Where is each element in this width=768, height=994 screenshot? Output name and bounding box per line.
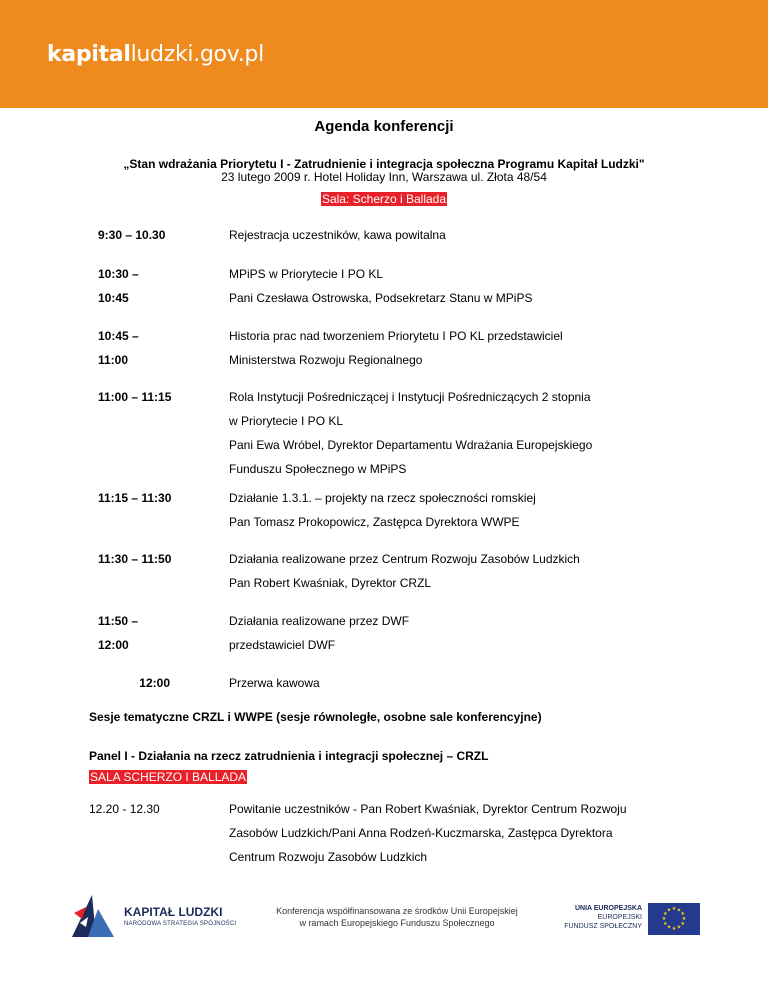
agenda-line: w Priorytecie I PO KL bbox=[229, 414, 344, 428]
panel-hall-label: SALA SCHERZO I BALLADA bbox=[90, 770, 247, 784]
agenda-line: Ministerstwa Rozwoju Regionalnego bbox=[229, 353, 423, 367]
agenda-time: 11:50 – 12:00 bbox=[98, 614, 139, 652]
agenda-time: 11:15 – 11:30 bbox=[98, 491, 172, 505]
agenda-line: przedstawiciel DWF bbox=[229, 638, 336, 652]
conference-subtitle: „Stan wdrażania Priorytetu I - Zatrudnienie i integracja społeczna Programu Kapitał Ludzki" bbox=[123, 157, 645, 171]
agenda-time: 11:00 – 11:15 bbox=[98, 390, 172, 404]
panel-heading: Panel I - Działania na rzecz zatrudnienia i integracji społecznej – CRZL bbox=[89, 749, 489, 763]
agenda-line: Funduszu Społecznego w MPiPS bbox=[229, 462, 407, 476]
agenda-desc bbox=[229, 385, 709, 481]
logo-rest: ludzki.gov.pl bbox=[130, 42, 264, 67]
svg-text:★: ★ bbox=[681, 916, 687, 922]
agenda-line: Rola Instytucji Pośredniczącej i Instytucji Pośredniczących 2 stopnia bbox=[229, 390, 591, 404]
svg-text:★: ★ bbox=[663, 911, 668, 917]
agenda-line: Działania realizowane przez Centrum Rozwoju Zasobów Ludzkich bbox=[229, 552, 580, 566]
svg-text:★: ★ bbox=[666, 907, 672, 914]
agenda-line: Rejestracja uczestników, kawa powitalna bbox=[229, 228, 446, 242]
agenda-line: Pan Tomasz Prokopowicz, Zastępca Dyrektora WWPE bbox=[229, 515, 520, 529]
agenda-desc bbox=[229, 223, 709, 247]
conference-dateline: 23 lutego 2009 r. Hotel Holiday Inn, Warszawa ul. Złota 48/54 bbox=[221, 170, 547, 184]
panel-hall-wrap bbox=[89, 768, 247, 786]
agenda-desc bbox=[229, 609, 709, 657]
svg-text:★: ★ bbox=[676, 907, 682, 914]
eu-logo-text bbox=[560, 904, 642, 931]
agenda-line: MPiPS w Priorytecie I PO KL bbox=[229, 267, 384, 281]
agenda-desc bbox=[229, 547, 709, 595]
page-title: Agenda konferencji bbox=[314, 118, 454, 135]
svg-text:★: ★ bbox=[661, 916, 667, 922]
svg-text:★: ★ bbox=[676, 924, 682, 931]
agenda-desc bbox=[229, 324, 709, 372]
agenda-line: Pani Czesława Ostrowska, Podsekretarz Stanu w MPiPS bbox=[229, 291, 533, 305]
agenda-line: Pan Robert Kwaśniak, Dyrektor CRZL bbox=[229, 576, 432, 590]
hall-label-wrap bbox=[0, 190, 768, 208]
agenda-desc bbox=[229, 262, 709, 310]
kl-logo-title: KAPITAŁ LUDZKI bbox=[124, 905, 223, 919]
kl-logo-subtitle: NARODOWA STRATEGIA SPÓJNOŚCI bbox=[124, 921, 237, 927]
hall-label: Sala: Scherzo i Ballada bbox=[321, 192, 447, 206]
svg-text:★: ★ bbox=[680, 921, 685, 927]
agenda-line: Działania realizowane przez DWF bbox=[229, 614, 410, 628]
svg-text:★: ★ bbox=[671, 926, 677, 932]
cofinancing-line: Konferencja współfinansowana ze środków Unii Europejskiej bbox=[276, 906, 518, 916]
svg-text:★: ★ bbox=[671, 906, 677, 912]
svg-text:★: ★ bbox=[663, 921, 668, 927]
agenda-line: Pani Ewa Wróbel, Dyrektor Departamentu Wdrażania Europejskiego bbox=[229, 438, 593, 452]
agenda-time: 12.20 - 12.30 bbox=[89, 802, 160, 816]
svg-text:★: ★ bbox=[666, 924, 672, 931]
agenda-time: 10:30 – 10:45 bbox=[98, 267, 139, 305]
eu-line: UNIA EUROPEJSKA bbox=[574, 905, 642, 912]
cofinancing-line: w ramach Europejskiego Funduszu Społecznego bbox=[299, 918, 495, 928]
agenda-line: Zasobów Ludzkich/Pani Anna Rodzeń-Kuczmarska, Zastępca Dyrektora bbox=[229, 826, 613, 840]
eu-flag-icon bbox=[648, 903, 700, 935]
agenda-desc bbox=[229, 671, 709, 695]
agenda-desc bbox=[229, 797, 709, 869]
agenda-time: 10:45 – 11:00 bbox=[98, 329, 139, 367]
site-logo[interactable] bbox=[47, 42, 264, 67]
cofinancing-note bbox=[262, 905, 532, 929]
eu-line: FUNDUSZ SPOŁECZNY bbox=[564, 923, 642, 930]
agenda-line: Historia prac nad tworzeniem Priorytetu I PO KL przedstawiciel bbox=[229, 329, 563, 343]
eu-line: EUROPEJSKI bbox=[597, 914, 642, 921]
header-banner bbox=[0, 0, 768, 108]
agenda-line: Działanie 1.3.1. – projekty na rzecz społeczności romskiej bbox=[229, 491, 536, 505]
logo-bold: kapital bbox=[47, 42, 131, 67]
kapital-ludzki-emblem-icon bbox=[68, 893, 116, 939]
agenda-time: 11:30 – 11:50 bbox=[98, 552, 172, 566]
agenda-desc bbox=[229, 486, 709, 534]
agenda-time: 9:30 – 10.30 bbox=[98, 228, 166, 242]
agenda-line: Przerwa kawowa bbox=[229, 676, 320, 690]
svg-text:★: ★ bbox=[680, 911, 685, 917]
agenda-line: Powitanie uczestników - Pan Robert Kwaśniak, Dyrektor Centrum Rozwoju bbox=[229, 802, 627, 816]
agenda-time: 12:00 bbox=[139, 676, 170, 690]
sessions-heading: Sesje tematyczne CRZL i WWPE (sesje równoległe, osobne sale konferencyjne) bbox=[89, 710, 542, 724]
agenda-line: Centrum Rozwoju Zasobów Ludzkich bbox=[229, 850, 428, 864]
